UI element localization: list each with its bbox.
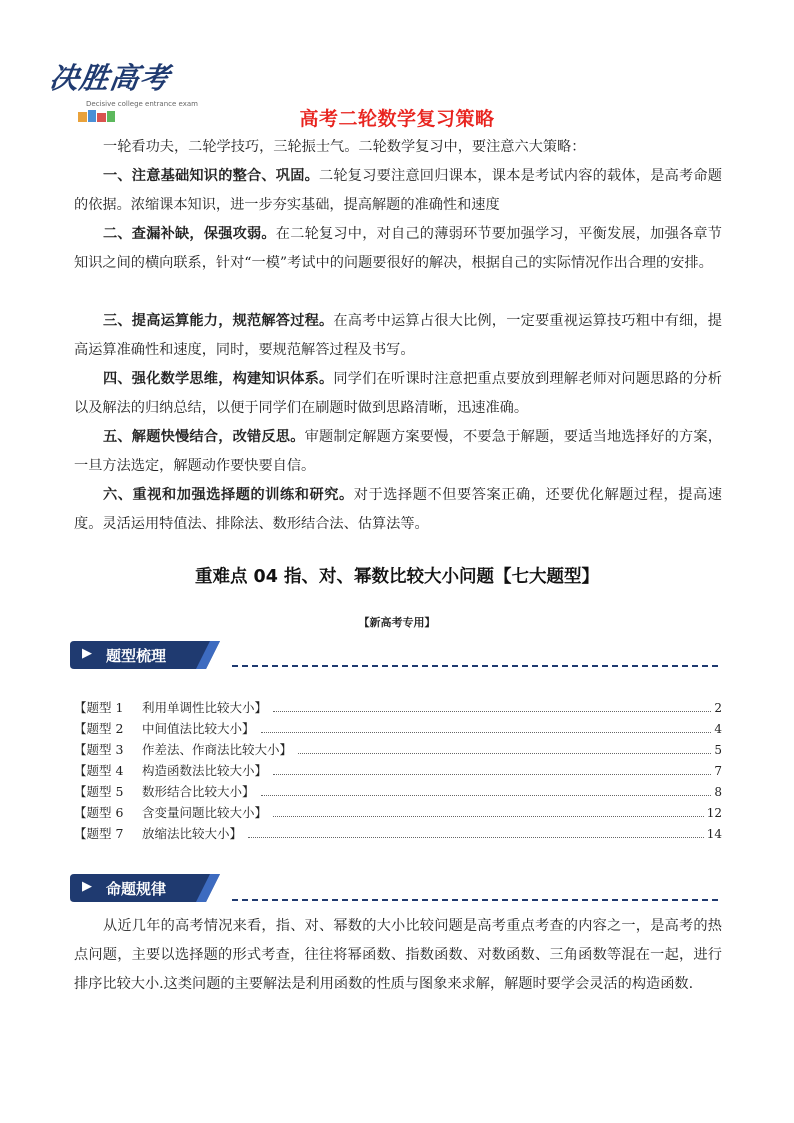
banner-label: 题型梳理 [106, 647, 167, 665]
dashed-divider [232, 899, 718, 901]
toc-page: 5 [714, 743, 722, 757]
strategy-heading: 三、提高运算能力，规范解答过程。 [103, 313, 334, 329]
toc-title: 中间值法比较大小】 [142, 721, 255, 736]
toc-page: 8 [714, 785, 722, 799]
strategy-paragraph [74, 365, 722, 423]
toc-label [74, 782, 255, 800]
toc-row[interactable] [74, 740, 722, 761]
toc-leader [273, 711, 711, 712]
strategy-text: 同学们在听课时注意把重点要放到理解老师对问题思路的分析以及解法的归纳总结，以便于同学们在刷题时做到思路清晰，迅速准确。 [74, 371, 722, 416]
strategy-paragraph [74, 307, 722, 365]
strategy-heading: 一、注意基础知识的整合、巩固。 [103, 168, 319, 184]
toc-tag: 【题型 2 [74, 721, 124, 736]
toc-page: 14 [706, 827, 722, 841]
strategy-heading: 二、查漏补缺，保强攻弱。 [103, 226, 276, 242]
toc-tag: 【题型 7 [74, 826, 124, 841]
strategy-paragraph [74, 162, 722, 220]
table-of-contents [74, 698, 722, 845]
strategy-text: 在高考中运算占很大比例，一定要重视运算技巧粗中有细，提高运算准确性和速度，同时，要规范解答过程及书写。 [74, 313, 722, 358]
toc-tag: 【题型 5 [74, 784, 124, 799]
toc-row[interactable] [74, 782, 722, 803]
strategy-text: 审题制定解题方案要慢，不要急于解题，要适当地选择好的方案，一旦方法选定，解题动作要快要自信。 [74, 429, 722, 474]
toc-page: 2 [714, 701, 722, 715]
toc-label [74, 698, 267, 716]
toc-leader [273, 774, 711, 775]
dashed-divider [232, 665, 718, 667]
banner-label: 命题规律 [106, 880, 167, 898]
strategy-heading: 五、解题快慢结合，改错反思。 [103, 429, 305, 445]
toc-leader [273, 816, 704, 817]
strategy-text: 对于选择题不但要答案正确，还要优化解题过程，提高速度。灵活运用特值法、排除法、数形结合法、估算法等。 [74, 487, 722, 532]
logo-subtext: Decisive college entrance exam [86, 100, 198, 108]
toc-label [74, 719, 255, 737]
toc-title: 作差法、作商法比较大小】 [142, 742, 293, 757]
toc-row[interactable] [74, 719, 722, 740]
toc-title: 构造函数法比较大小】 [142, 763, 268, 778]
toc-label [74, 740, 292, 758]
toc-title: 放缩法比较大小】 [142, 826, 243, 841]
toc-title: 数形结合比较大小】 [142, 784, 255, 799]
page-title: 高考二轮数学复习策略 [299, 108, 495, 130]
toc-label [74, 803, 267, 821]
strategy-text: 二轮复习要注意回归课本，课本是考试内容的载体，是高考命题的依据。浓缩课本知识，进一步夯实基础，提高解题的准确性和速度 [74, 168, 722, 213]
toc-tag: 【题型 3 [74, 742, 124, 757]
toc-leader [261, 795, 712, 796]
section-subtitle: 【新高考专用】 [358, 616, 436, 629]
toc-row[interactable] [74, 824, 722, 845]
banner-question-types [70, 641, 220, 669]
toc-page: 4 [714, 722, 722, 736]
exam-rules-paragraph: 从近几年的高考情况来看，指、对、幂数的大小比较问题是高考重点考查的内容之一，是高考的热点问题，主要以选择题的形式考查，往往将幂函数、指数函数、对数函数、三角函数等混在一起，进行排序比较大小.这类问题的主要解法是利用函数的性质与图象来求解，解题时要学会灵活的构造函数. [74, 918, 722, 992]
intro-paragraph: 一轮看功夫，二轮学技巧，三轮振士气。二轮数学复习中，要注意六大策略： [103, 139, 586, 155]
toc-label [74, 824, 242, 842]
play-arrow-icon: ▶ [82, 646, 92, 661]
toc-label [74, 761, 267, 779]
strategy-paragraph [74, 481, 722, 539]
strategy-heading: 四、强化数学思维，构建知识体系。 [103, 371, 334, 387]
toc-row[interactable] [74, 698, 722, 719]
section-title: 重难点 04 指、对、幂数比较大小问题【七大题型】 [194, 567, 600, 587]
toc-tag: 【题型 6 [74, 805, 124, 820]
strategy-text: 在二轮复习中，对自己的薄弱环节要加强学习，平衡发展，加强各章节知识之间的横向联系，针对“一模”考试中的问题要很好的解决，根据自己的实际情况作出合理的安排。 [74, 226, 722, 271]
toc-row[interactable] [74, 761, 722, 782]
toc-title: 利用单调性比较大小】 [142, 700, 268, 715]
toc-leader [248, 837, 704, 838]
toc-title: 含变量问题比较大小】 [142, 805, 268, 820]
strategy-paragraph [74, 220, 722, 278]
toc-row[interactable] [74, 803, 722, 824]
strategy-paragraph [74, 423, 722, 481]
toc-tag: 【题型 4 [74, 763, 124, 778]
toc-leader [261, 732, 712, 733]
strategy-heading: 六、重视和加强选择题的训练和研究。 [103, 487, 354, 503]
toc-tag: 【题型 1 [74, 700, 124, 715]
play-arrow-icon: ▶ [82, 879, 92, 894]
toc-leader [298, 753, 711, 754]
banner-exam-rules [70, 874, 220, 902]
toc-page: 7 [714, 764, 722, 778]
logo-text: 决胜高考 [47, 61, 173, 95]
toc-page: 12 [706, 806, 722, 820]
